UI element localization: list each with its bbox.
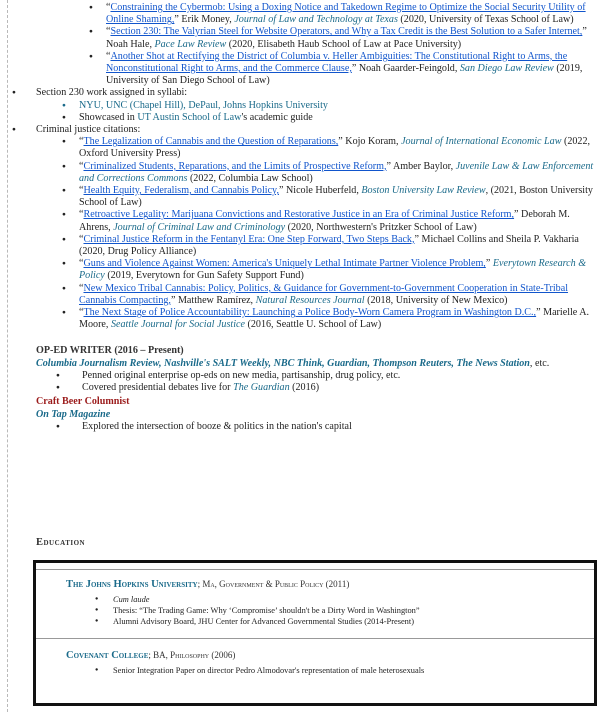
covenant-bullets: [92, 665, 424, 676]
citation-item: ● “The Next Stage of Police Accountability: Launching a Police Body-Worn Camera Program in Washington D.C.,” Marielle A. Moore, Seattle Journal for Social Justice (2016, Seattle U. School of Law): [9, 307, 598, 331]
research-list: [9, 87, 598, 331]
citation-link[interactable]: Health Equity, Federalism, and Cannabis Policy,: [83, 185, 279, 197]
oped-bullet: ● Covered presidential debates live for The Guardian (2016): [36, 382, 598, 394]
craft-bullets: [36, 421, 598, 433]
on-tap-magazine: On Tap Magazine: [36, 408, 111, 420]
education-inner: [36, 569, 594, 704]
craft-bullet: ● Explored the intersection of booze & politics in the nation's capital: [36, 421, 598, 433]
research-top-list: [36, 2, 598, 87]
edu-bullet: ● Thesis: “The Trading Game: Why ‘Compromise’ shouldn't be a Dirty Word in Washington”: [92, 605, 420, 616]
school-name: The Johns Hopkins University: [66, 579, 198, 590]
citation-link[interactable]: The Legalization of Cannabis and the Question of Reparations,: [83, 136, 339, 148]
craft-beer-title: Craft Beer Columnist: [36, 396, 130, 408]
school-name: Covenant College: [66, 650, 149, 661]
syllabi-schools: ● NYU, UNC (Chapel Hill), DePaul, Johns Hopkins University: [9, 100, 598, 112]
citation-item: ● “New Mexico Tribal Cannabis: Policy, Politics, & Guidance for Government-to-Government Cooperation in State-Tribal Cannabis Compacting,” Matthew Ramírez, Natural Resources Journal (2018, University of New Mexico): [9, 283, 598, 307]
oped-heading: OP-ED WRITER (2016 – Present): [36, 345, 184, 357]
citation-item: ● “The Legalization of Cannabis and the Question of Reparations,” Kojo Koram, Journal of International Economic Law (2022, Oxford University Press): [9, 136, 598, 160]
citation-link[interactable]: Section 230: The Valyrian Steel for Website Operators, and Why a Tax Credit is the Best Solution to a Safer Internet,: [110, 26, 583, 38]
citation-link[interactable]: Guns and Violence Against Women: America's Uniquely Lethal Intimate Partner Violence Problem,: [83, 258, 486, 270]
citation-item: ● “Another Shot at Rectifying the District of Columbia v. Heller Ambiguities: The Constitutional Right to Arms, the Nonconstitutional Right to Arms, and the Commerce Clause,” Noah Gaarder-Feingold, San Diego Law Review (2019, University of San Diego School of Law): [36, 51, 598, 88]
citation-item: ● “Constraining the Cybermob: Using a Doxing Notice and Takedown Regime to Optimize the Social Security Utility of Online Shaming,” Erik Money, Journal of Law and Technology at Texas (2020, University of Texas School of Law): [36, 2, 598, 26]
edu-bullet: ● Senior Integration Paper on director Pedro Almodovar's representation of male heterosexuals: [92, 665, 424, 676]
school-jhu: [66, 579, 349, 590]
syllabi-item: ● Section 230 work assigned in syllabi: ● NYU, UNC (Chapel Hill), DePaul, Johns Hopkins University ● Showcased in UT Austin School of Law's academic guide: [9, 87, 598, 124]
citation-link[interactable]: New Mexico Tribal Cannabis: Policy, Politics, & Guidance for Government-to-Government Cooperation in State-Tribal Cannabis Compacting,: [79, 282, 569, 306]
citation-item: ● “Criminal Justice Reform in the Fentanyl Era: One Step Forward, Two Steps Back,” Michael Collins and Sheila P. Vakharia (2020, Drug Policy Alliance): [9, 234, 598, 258]
criminal-justice-item: ● Criminal justice citations: ● “The Legalization of Cannabis and the Question of Reparations,” Kojo Koram, Journal of International Economic Law (2022, Oxford University Press) ● “Criminalized Students, Reparations, and the Limits of Prospective Reform,” Amber Baylor, Juvenile Law & Law Enforcement and Corrections Commons (2022, Columbia Law School) ● “Health Equity, Federalism, and Cannabis Policy,” Nicole Huberfeld, Boston University Law Review, (2021, Boston University School of Law) ● “Retroactive Legality: Marijuana Convictions and Restorative Justice in an Era of Criminal Justice Reform,” Deborah M. Ahrens, Journal of Criminal Law and Criminology (2020, Northwestern's Pritzker School of Law) ● “Criminal Justice Reform in the Fentanyl Era: One Step Forward, Two Steps Back,” Michael Collins and Sheila P. Vakharia (2020, Drug Policy Alliance) ● “Guns and Violence Against Women: America's Uniquely Lethal Intimate Partner Violence Problem,” Everytown Research & Policy (2019, Everytown for Gun Safety Support Fund) ● “New Mexico Tribal Cannabis: Policy, Politics, & Guidance for Government-to-Government Cooperation in State-Tribal Cannabis Compacting,” Matthew Ramírez, Natural Resources Journal (2018, University of New Mexico) ● “The Next Stage of Police Accountability: Launching a Police Body-Worn Camera Program in Washington D.C.,” Marielle A. Moore, Seattle Journal for Social Justice (2016, Seattle U. School of Law): [9, 124, 598, 331]
jhu-bullets: [92, 594, 420, 628]
citation-item: ● “Section 230: The Valyrian Steel for Website Operators, and Why a Tax Credit is the Best Solution to a Safer Internet,” Noah Hale, Pace Law Review (2020, Elisabeth Haub School of Law at Pace University): [36, 26, 598, 50]
ut-austin-link[interactable]: UT Austin School of Law: [137, 111, 242, 123]
citation-link[interactable]: Another Shot at Rectifying the District of Columbia v. Heller Ambiguities: The Constitutional Right to Arms, the Nonconstitutional Right to Arms, and the Commerce Clause,: [106, 50, 568, 75]
citation-link[interactable]: The Next Stage of Police Accountability: Launching a Police Body-Worn Camera Program in Washington D.C.,: [83, 307, 537, 319]
school-covenant: [66, 650, 235, 661]
citation-link[interactable]: Criminal Justice Reform in the Fentanyl Era: One Step Forward, Two Steps Back,: [83, 233, 415, 245]
education-box: [33, 560, 597, 706]
citation-link[interactable]: Retroactive Legality: Marijuana Convictions and Restorative Justice in an Era of Criminal Justice Reform,: [83, 209, 515, 221]
syllabi-showcase: ● Showcased in UT Austin School of Law's academic guide: [9, 112, 598, 124]
edu-bullet: ● Alumni Advisory Board, JHU Center for Advanced Governmental Studies (2014-Present): [92, 616, 420, 627]
oped-bullets: [36, 370, 598, 394]
citation-item: ● “Health Equity, Federalism, and Cannabis Policy,” Nicole Huberfeld, Boston University Law Review, (2021, Boston University School of Law): [9, 185, 598, 209]
oped-publications: Columbia Journalism Review, Nashville's SALT Weekly, NBC Think, Guardian, Thompson Reuters, The News Station, etc.: [36, 357, 550, 369]
edu-bullet: ● Cum laude: [92, 594, 420, 605]
school-degree: ; Ma, Government & Public Policy (2011): [197, 579, 350, 589]
school-divider: [36, 638, 594, 639]
school-degree: ; BA, Philosophy (2006): [148, 650, 236, 660]
education-heading: Education: [36, 537, 86, 548]
citation-link[interactable]: Criminalized Students, Reparations, and the Limits of Prospective Reform,: [83, 160, 387, 172]
citation-link[interactable]: Constraining the Cybermob: Using a Doxing Notice and Takedown Regime to Optimize the Social Security Utility of Online Shaming,: [106, 2, 586, 26]
resume-body: [36, 2, 598, 433]
citation-item: ● “Retroactive Legality: Marijuana Convictions and Restorative Justice in an Era of Criminal Justice Reform,” Deborah M. Ahrens, Journal of Criminal Law and Criminology (2020, Northwestern's Pritzker School of Law): [9, 209, 598, 233]
syllabi-sublist: [9, 100, 598, 124]
oped-bullet: ● Penned original enterprise op-eds on new media, partisanship, drug policy, etc.: [36, 370, 598, 382]
citation-item: ● “Criminalized Students, Reparations, and the Limits of Prospective Reform,” Amber Baylor, Juvenile Law & Law Enforcement and Corrections Commons (2022, Columbia Law School): [9, 161, 598, 185]
citation-item: ● “Guns and Violence Against Women: America's Uniquely Lethal Intimate Partner Violence Problem,” Everytown Research & Policy (2019, Everytown for Gun Safety Support Fund): [9, 258, 598, 282]
criminal-sublist: [9, 136, 598, 331]
margin-guide: [7, 0, 8, 712]
